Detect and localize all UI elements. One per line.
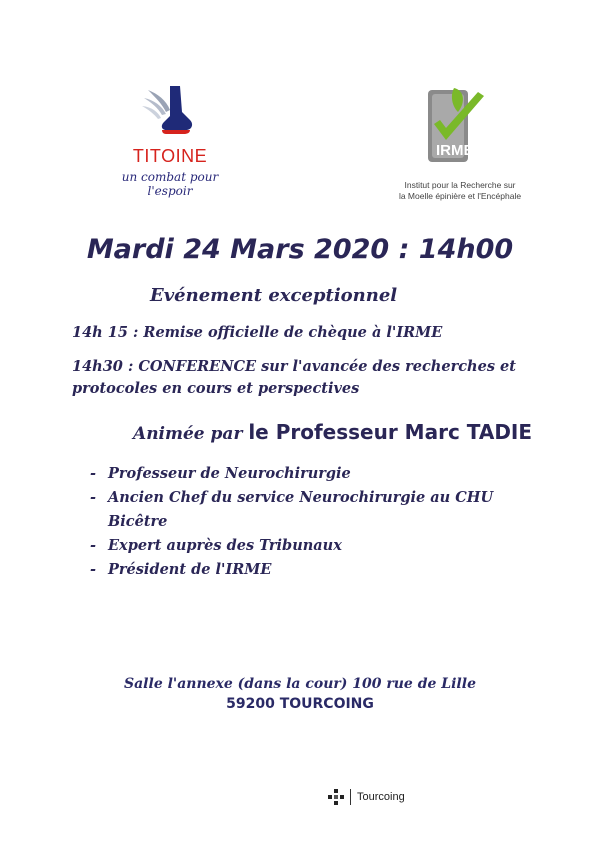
irme-caption-line2: la Moelle épinière et l'Encéphale [398,191,522,201]
qualifications-list [90,462,520,582]
tourcoing-divider [350,789,351,805]
event-title: Evénement exceptionnel [150,285,398,306]
qualification-item: - Expert auprès des Tribunaux [90,534,520,558]
qualification-item: - Professeur de Neurochirurgie [90,462,520,486]
agenda-item: 14h30 : CONFERENCE sur l'avancée des recherches et protocoles en cours et perspectives [72,358,516,397]
irme-name: IRME [436,142,474,159]
qualification-item: - Président de l'IRME [90,558,520,582]
event-date: Mardi 24 Mars 2020 : 14h00 [86,234,514,265]
speaker-prefix: Animée par [133,424,243,444]
qualification-item: - Ancien Chef du service Neurochirurgie au CHU Bicêtre [90,486,520,534]
irme-caption [380,180,540,202]
address-city: 59200 TOURCOING [226,696,374,712]
titoine-name: TITOINE [132,146,208,166]
speaker-line [133,420,532,444]
irme-caption-line1: Institut pour la Recherche sur [404,180,516,190]
agenda-item: 14h 15 : Remise officielle de chèque à l'IRME [72,324,443,341]
tourcoing-name: Tourcoing [357,791,405,803]
tourcoing-emblem-icon [328,789,344,805]
speaker-name: le Professeur Marc TADIE [248,420,533,444]
tourcoing-logo [328,788,405,806]
titoine-logo [100,82,240,198]
titoine-tagline: un combat pour l'espoir [121,170,219,198]
irme-logo [380,84,540,204]
address-street: Salle l'annexe (dans la cour) 100 rue de Lille [124,676,476,692]
winged-shoe-icon [140,82,200,142]
